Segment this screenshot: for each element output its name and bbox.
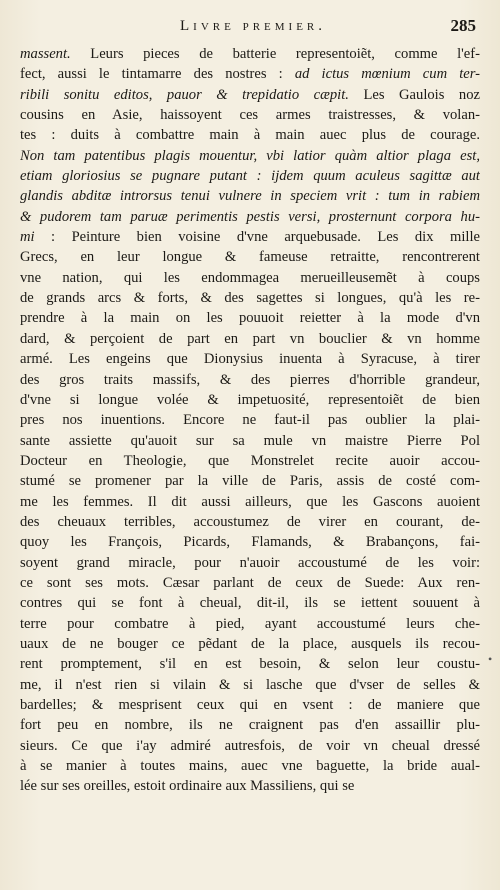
text-segment: lée sur ses oreilles, estoit ordinaire aux Massiliens, qui se [20, 778, 355, 795]
text-line [20, 614, 480, 634]
text-segment: Docteur en Theologie, que Monstrelet recite auoir accou- [20, 452, 480, 469]
text-line [20, 593, 480, 613]
text-line [20, 553, 480, 573]
text-line [20, 105, 480, 125]
running-head-title: Livre premier. [180, 18, 326, 34]
latin-quotation: Non tam patentibus plagis mouentur, vbi latior quàm altior plaga est, [20, 147, 480, 164]
text-line [20, 410, 480, 430]
text-line [20, 329, 480, 349]
text-segment: ce sont ses mots. Cæsar parlant de ceux de Suede: Aux ren- [20, 574, 480, 591]
text-line [20, 64, 480, 84]
text-line [20, 146, 480, 166]
text-segment: sieurs. Ce que i'ay admiré autresfois, de voir vn cheual dressé [20, 737, 480, 754]
text-line [20, 634, 480, 654]
text-segment: de grands arcs & forts, & des sagettes si longues, qu'à les re- [20, 290, 480, 307]
text-segment: me les femmes. Il dit aussi ailleurs, que les Gascons auoient [20, 493, 480, 510]
text-segment: des cheuaux terribles, accoustumez de virer en courant, de- [20, 513, 480, 530]
text-line [20, 125, 480, 145]
text-segment: Grecs, en leur longue & fameuse retraitte, rencontrerent [20, 249, 480, 266]
text-segment: vne nation, qui les endommagea merueilleusemẽt à coups [20, 269, 480, 286]
text-line [20, 756, 480, 776]
page-number: 285 [450, 16, 476, 35]
text-segment: dard, & perçoient de part en part vn bouclier & vn homme [20, 330, 480, 347]
text-line [20, 654, 480, 674]
body-text [20, 44, 480, 797]
text-line [20, 166, 480, 186]
text-line [20, 247, 480, 267]
text-segment: Les Gaulois noz [348, 86, 480, 103]
text-line [20, 715, 480, 735]
text-segment: fect, aussi le tintamarre des nostres : [20, 66, 295, 83]
text-line [20, 207, 480, 227]
text-segment: prendre à la main on les pouuoit reietter à la mode d'vn [20, 310, 480, 327]
text-line [20, 492, 480, 512]
text-segment: à se manier à toutes mains, auec vne baguette, la bride aual- [20, 758, 480, 775]
text-line [20, 512, 480, 532]
text-line [20, 675, 480, 695]
latin-quotation: ad ictus mœnium cum ter- [294, 66, 480, 83]
text-segment: tes : duits à combattre main à main auec plus de courage. [20, 127, 480, 144]
text-line [20, 308, 480, 328]
latin-quotation: mi [20, 229, 35, 246]
text-line [20, 85, 480, 105]
text-segment: soyent grand miracle, pour n'auoir accoustumé de les voir: [20, 554, 480, 571]
text-line [20, 288, 480, 308]
text-line [20, 186, 480, 206]
text-segment: stumé se promener par la ville de Paris, assis de costé com- [20, 473, 480, 490]
text-line [20, 471, 480, 491]
text-line [20, 431, 480, 451]
text-line [20, 451, 480, 471]
text-segment: me, il n'est rien si vilain & si lasche que d'vser de selles & [20, 676, 480, 693]
text-line [20, 227, 480, 247]
latin-quotation: etiam gloriosius se pugnare putant : ijdem quum aculeus sagittæ aut [20, 168, 480, 185]
text-segment: pres nos inuentions. Encore ne faut-il pas oublier la plai- [20, 412, 480, 429]
latin-quotation: ribili sonitu editos, pauor & trepidatio cæpit. [20, 86, 349, 103]
text-line [20, 776, 480, 796]
text-segment: sante assiette qu'auoit sur sa mule vn maistre Pierre Pol [20, 432, 480, 449]
text-line [20, 370, 480, 390]
margin-mark: • [488, 652, 493, 666]
text-segment: : Peinture bien voisine d'vne arquebusade. Les dix mille [34, 229, 480, 246]
text-segment: contres qui se font à cheual, dit-il, ils se iettent souuent à [20, 595, 480, 612]
running-head [22, 14, 484, 40]
text-segment: des gros traits massifs, & des pierres d'horrible grandeur, [20, 371, 480, 388]
text-line [20, 736, 480, 756]
text-segment: quoy les François, Picards, Flamands, & Brabançons, fai- [20, 534, 480, 551]
text-segment: uaux de ne bouger ce pẽdant de la place, ausquels ils recou- [20, 635, 480, 652]
text-line [20, 44, 480, 64]
latin-quotation: massent. [20, 46, 71, 62]
latin-quotation: glandis abditæ introrsus tenui vulnere in speciem vrit : tum in rabiem [20, 188, 480, 205]
text-segment: terre pour combatre à pied, ayant accoustumé leurs che- [20, 615, 480, 632]
text-line [20, 573, 480, 593]
text-line [20, 349, 480, 369]
text-line [20, 532, 480, 552]
text-segment: cousins en Asie, haissoyent ces armes traistresses, & volan- [20, 107, 480, 124]
text-segment: armé. Les engeins que Dionysius inuenta à Syracuse, à tirer [20, 351, 480, 368]
text-segment: d'vne si longue volée & impetuosité, representoiẽt de bien [20, 391, 480, 408]
text-segment: bardelles; & mesprisent ceux qui en vsent : de maniere que [20, 697, 480, 713]
text-segment: Leurs pieces de batterie representoiẽt, comme l'ef- [70, 46, 480, 62]
text-segment: rent promptement, s'il en est besoin, & selon leur coustu- [20, 656, 480, 673]
text-line [20, 268, 480, 288]
text-segment: fort peu en nombre, ils ne craignent pas d'en assaillir plu- [20, 717, 480, 734]
text-line [20, 695, 480, 715]
text-line [20, 390, 480, 410]
latin-quotation: & pudorem tam paruæ perimentis pestis versi, prosternunt corpora hu- [20, 208, 480, 225]
